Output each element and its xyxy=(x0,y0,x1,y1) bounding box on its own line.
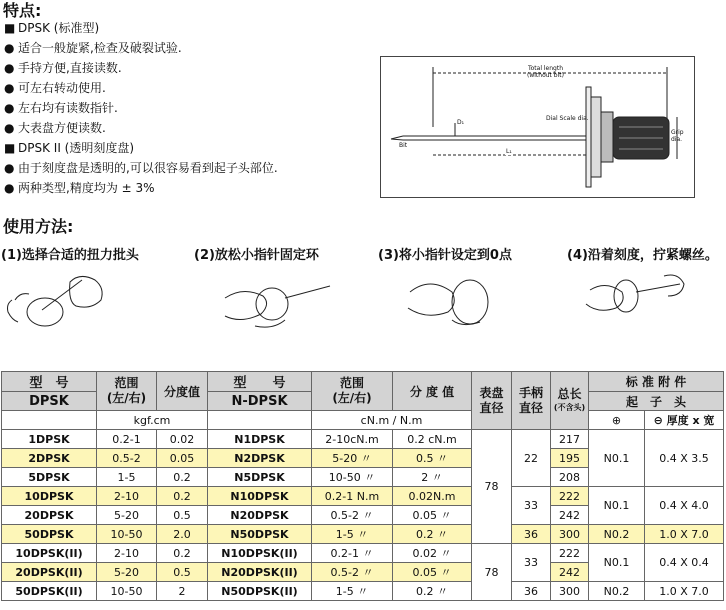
dot-bullet-icon: ● xyxy=(4,41,15,55)
feature-item xyxy=(4,158,278,178)
grip-label: Grip dia. xyxy=(671,129,684,143)
l1-label: L₁ xyxy=(506,148,512,155)
table-row: 20DPSK(II) 5-20 0.5 N20DPSK(II) 0.5-2 〃 0.05 〃 242 xyxy=(2,563,724,582)
header-dial-diameter: 表盘 直径 xyxy=(472,372,512,430)
dot-bullet-icon: ● xyxy=(4,181,15,195)
features-heading: 特点: xyxy=(3,1,42,20)
header-graduation-2: 分 度 值 xyxy=(393,372,472,411)
specification-table xyxy=(1,371,724,601)
dot-bullet-icon: ● xyxy=(4,81,15,95)
dial-scale-label: Dial Scale dia. xyxy=(546,115,589,122)
feature-item xyxy=(4,38,182,58)
unit-spacer xyxy=(208,411,312,430)
feature-text: 适合一般旋紧,检查及破裂试验. xyxy=(18,41,182,55)
header-model-2: 型 号 xyxy=(208,372,312,392)
feature-item xyxy=(4,18,99,38)
usage-step-2: (2)放松小指针固定环 xyxy=(194,248,319,263)
total-length-label: Total length (without bit) xyxy=(527,65,564,79)
hand-select-bit-illustration xyxy=(8,276,103,326)
table-row: 1DPSK 0.2-1 0.02 N1DPSK 2-10cN.m 0.2 cN.m 78 22 217 N0.1 0.4 X 3.5 xyxy=(2,430,724,449)
table-header-row-3 xyxy=(2,411,724,430)
feature-text: 由于刻度盘是透明的,可以很容易看到起子头部位. xyxy=(18,161,278,175)
header-bit: 起 子 头 xyxy=(589,392,724,411)
table-row: 50DPSK(II) 10-50 2 N50DPSK(II) 1-5 〃 0.2 〃 36 300 N0.2 1.0 X 7.0 xyxy=(2,582,724,601)
usage-step-4: (4)沿着刻度，拧紧螺丝。 xyxy=(567,248,718,263)
table-row: 2DPSK 0.5-2 0.05 N2DPSK 5-20 〃 0.5 〃 195 xyxy=(2,449,724,468)
hand-tighten-screw-illustration xyxy=(586,275,684,312)
square-bullet-icon: ■ xyxy=(4,141,16,155)
header-handle-diameter: 手柄 直径 xyxy=(512,372,551,430)
dial-diameter-cell: 78 xyxy=(472,430,512,544)
table-row: 5DPSK 1-5 0.2 N5DPSK 10-50 〃 2 〃 208 xyxy=(2,468,724,487)
feature-item xyxy=(4,98,118,118)
handle-diameter-cell: 22 xyxy=(512,430,551,487)
dial-diameter-cell-2: 78 xyxy=(472,544,512,601)
unit-minus: ⊖ 厚度 x 宽 xyxy=(645,411,724,430)
header-total-length: 总长 (不含头) xyxy=(551,372,589,430)
feature-text: 大表盘方便读数. xyxy=(18,121,106,135)
table-row: 10DPSK 2-10 0.2 N10DPSK 0.2-1 N.m 0.02N.m 33 222 N0.1 0.4 X 4.0 xyxy=(2,487,724,506)
feature-text: 可左右转动使用. xyxy=(18,81,106,95)
usage-heading: 使用方法: xyxy=(3,217,74,236)
dot-bullet-icon: ● xyxy=(4,121,15,135)
header-dpsk: DPSK xyxy=(2,392,97,411)
unit-plus: ⊕ xyxy=(589,411,645,430)
feature-item xyxy=(4,178,155,198)
header-ndpsk: N-DPSK xyxy=(208,392,312,411)
feature-item xyxy=(4,138,134,158)
screwdriver-dimension-diagram xyxy=(380,56,695,198)
feature-item xyxy=(4,118,106,138)
unit-spacer xyxy=(2,411,97,430)
feature-item xyxy=(4,78,106,98)
feature-text: DPSK (标准型) xyxy=(18,21,100,35)
header-standard-accessory: 标 准 附 件 xyxy=(589,372,724,392)
square-bullet-icon: ■ xyxy=(4,21,16,35)
unit-cnm: cN.m / N.m xyxy=(312,411,472,430)
dot-bullet-icon: ● xyxy=(4,161,15,175)
feature-text: 手持方便,直接读数. xyxy=(18,61,122,75)
usage-illustrations xyxy=(0,262,726,332)
feature-text: 两种类型,精度均为 ± 3% xyxy=(18,181,155,195)
d1-label: D₁ xyxy=(457,119,465,126)
dot-bullet-icon: ● xyxy=(4,61,15,75)
unit-kgf: kgf.cm xyxy=(97,411,208,430)
header-range-2: 范围 (左/右) xyxy=(312,372,393,411)
table-header-row-1 xyxy=(2,372,724,392)
table-row: 50DPSK 10-50 2.0 N50DPSK 1-5 〃 0.2 〃 36 300 N0.2 1.0 X 7.0 xyxy=(2,525,724,544)
header-range: 范围 (左/右) xyxy=(97,372,157,411)
dot-bullet-icon: ● xyxy=(4,101,15,115)
table-row: 20DPSK 5-20 0.5 N20DPSK 0.5-2 〃 0.05 〃 242 xyxy=(2,506,724,525)
header-graduation: 分度值 xyxy=(157,372,208,411)
usage-step-3: (3)将小指针设定到0点 xyxy=(378,248,512,263)
usage-step-1: (1)选择合适的扭力批头 xyxy=(1,248,139,263)
table-row: 10DPSK(II) 2-10 0.2 N10DPSK(II) 0.2-1 〃 0.02 〃 78 33 222 N0.1 0.4 X 0.4 xyxy=(2,544,724,563)
feature-text: 左右均有读数指针. xyxy=(18,101,118,115)
hand-set-pointer-illustration xyxy=(408,280,488,325)
feature-item xyxy=(4,58,122,78)
hand-loosen-ring-illustration xyxy=(225,286,330,327)
header-model: 型 号 xyxy=(2,372,97,392)
feature-text: DPSK II (透明刻度盘) xyxy=(18,141,135,155)
bit-label: Bit xyxy=(399,142,408,149)
